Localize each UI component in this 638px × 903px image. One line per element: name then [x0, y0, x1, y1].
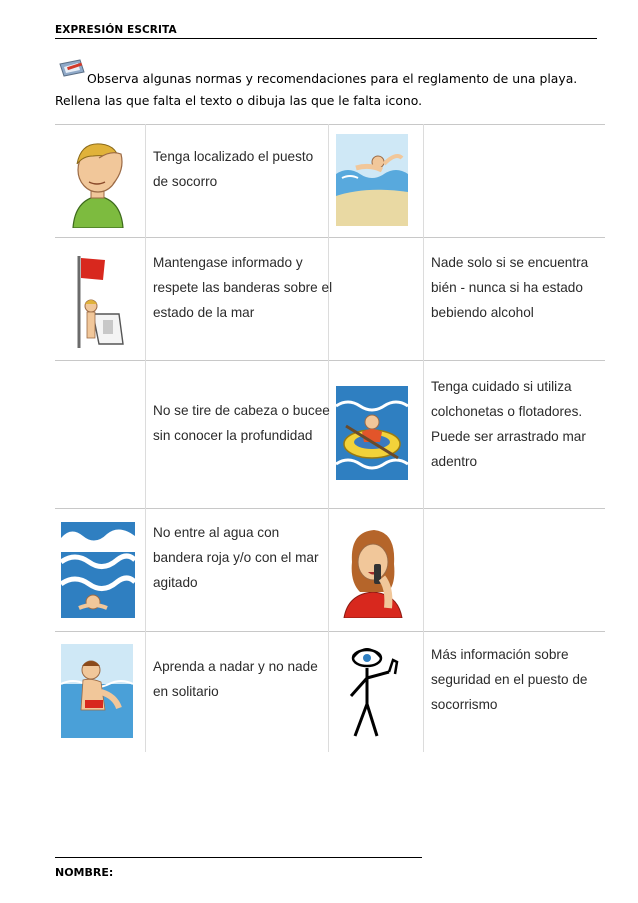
red-flag-lifeguard-icon: [69, 252, 131, 348]
rule-text-line: No se tire de cabeza o bucee: [153, 403, 330, 418]
table-row-divider: [55, 237, 605, 238]
rule-text-line: de socorro: [153, 174, 218, 189]
rule-text-line: bandera roja y/o con el mar: [153, 550, 319, 565]
rule-text-line: sin conocer la profundidad: [153, 428, 313, 443]
rule-text-line: bién - nunca si ha estado: [431, 280, 583, 295]
rule-text-line: Mantengase informado y: [153, 255, 303, 270]
rule-text-line: Nade solo si se encuentra: [431, 255, 589, 270]
woman-on-phone-icon: [338, 522, 408, 618]
rule-text-line: estado de la mar: [153, 305, 255, 320]
table-row-divider: [55, 360, 605, 361]
rule-text-line: colchonetas o flotadores.: [431, 404, 583, 419]
header-rule: [55, 38, 597, 39]
rough-sea-icon: [61, 522, 135, 618]
table-row-divider: [55, 124, 605, 125]
table-col-divider: [145, 124, 146, 752]
rule-text-line: bebiendo alcohol: [431, 305, 534, 320]
rule-text-line: en solitario: [153, 684, 219, 699]
rule-text-line: socorrismo: [431, 697, 498, 712]
rule-text-line: Tenga cuidado si utiliza: [431, 379, 572, 394]
rules-table: [55, 124, 605, 752]
name-label: NOMBRE:: [55, 866, 114, 879]
table-row-divider: [55, 631, 605, 632]
table-col-divider: [328, 124, 329, 752]
section-title: EXPRESIÓN ESCRITA: [55, 24, 177, 36]
inflatable-boat-icon: [336, 386, 408, 480]
rule-text-line: agitado: [153, 575, 198, 590]
rule-text-line: No entre al agua con: [153, 525, 280, 540]
boy-shading-eyes-icon: [63, 134, 133, 228]
swimmer-icon: [336, 134, 408, 226]
rule-text-line: adentro: [431, 454, 478, 469]
rule-text-line: Aprenda a nadar y no nade: [153, 659, 318, 674]
instructions-text: Observa algunas normas y recomendaciones para el reglamento de una playa. Rellena las que falta el texto o dibuja las que le falta icono.: [55, 71, 578, 108]
rule-text-line: seguridad en el puesto de: [431, 672, 588, 687]
table-row-divider: [55, 508, 605, 509]
rule-text-line: respete las banderas sobre el: [153, 280, 333, 295]
rule-text-line: Más información sobre: [431, 647, 569, 662]
info-stick-figure-icon: [343, 638, 407, 738]
rule-text-line: Puede ser arrastrado mar: [431, 429, 586, 444]
rule-text-line: Tenga localizado el puesto: [153, 149, 314, 164]
name-line: [55, 857, 422, 858]
child-swimming-icon: [61, 644, 133, 738]
table-col-divider: [423, 124, 424, 752]
